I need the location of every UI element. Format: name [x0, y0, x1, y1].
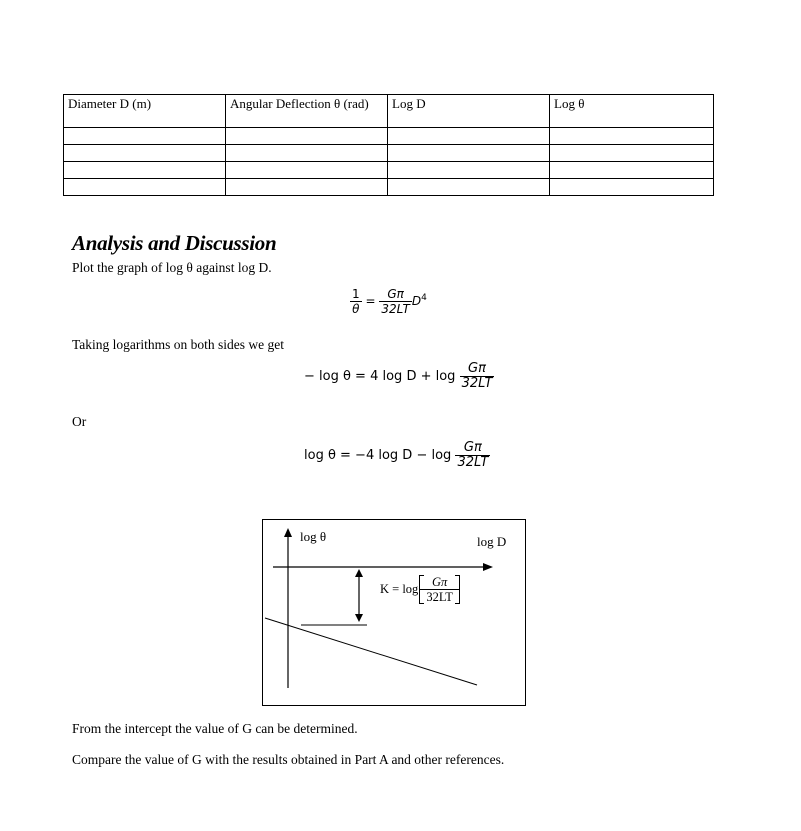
table-cell[interactable] [226, 145, 388, 162]
log-plot-figure [262, 519, 526, 706]
table-cell[interactable] [226, 128, 388, 145]
table-cell[interactable] [64, 162, 226, 179]
table-cell[interactable] [550, 128, 714, 145]
eq2-num: Gπ [460, 362, 495, 377]
header-log-theta: Log θ [550, 95, 714, 128]
equation-1 [350, 287, 427, 316]
k-expression [380, 575, 459, 604]
k-arrow-up [355, 569, 363, 577]
table-cell[interactable] [64, 179, 226, 196]
table-cell[interactable] [550, 179, 714, 196]
k-num: Gπ [420, 575, 459, 590]
k-arrow-down [355, 614, 363, 622]
equation-2 [304, 362, 494, 391]
table-cell[interactable] [388, 145, 550, 162]
table-cell[interactable] [64, 128, 226, 145]
eq1-left-den: θ [352, 302, 360, 316]
y-axis-label: log θ [300, 529, 327, 544]
eq1-tail: D [411, 294, 422, 308]
eq2-fraction [460, 362, 495, 391]
table-cell[interactable] [64, 145, 226, 162]
slope-line [265, 618, 477, 685]
eq2-lhs: − log θ = 4 log D + log [304, 369, 456, 384]
table-cell[interactable] [226, 179, 388, 196]
eq1-right-den: 32LT [381, 302, 410, 316]
header-diameter: Diameter D (m) [64, 95, 226, 128]
or-text: Or [72, 414, 87, 429]
x-axis-label: log D [477, 534, 507, 549]
eq3-lhs: log θ = −4 log D − log [304, 448, 452, 463]
table-row [64, 179, 714, 196]
table-cell[interactable] [550, 162, 714, 179]
k-prefix: K = log [380, 582, 419, 596]
x-axis-arrow [483, 563, 493, 571]
table-header-row [64, 95, 714, 128]
eq1-right-fraction [379, 287, 411, 316]
intercept-text: From the intercept the value of G can be determined. [72, 721, 358, 736]
table-cell[interactable] [388, 128, 550, 145]
eq1-left-num: 1 [352, 287, 360, 301]
section-heading: Analysis and Discussion [72, 231, 277, 255]
logarithm-text: Taking logarithms on both sides we get [72, 337, 285, 352]
header-angular-deflection: Angular Deflection θ (rad) [226, 95, 388, 128]
data-table [63, 94, 714, 196]
header-log-d: Log D [388, 95, 550, 128]
table-cell[interactable] [550, 145, 714, 162]
y-axis-arrow [284, 528, 292, 537]
k-fraction [420, 575, 459, 604]
k-bracket [420, 575, 459, 604]
eq1-left-fraction [350, 287, 362, 316]
table-cell[interactable] [226, 162, 388, 179]
equation-3 [304, 441, 490, 470]
eq1-equals: = [365, 294, 376, 308]
eq3-num: Gπ [455, 441, 490, 456]
eq3-den: 32LT [457, 455, 489, 470]
table-cell[interactable] [388, 162, 550, 179]
compare-text: Compare the value of G with the results obtained in Part A and other references. [72, 752, 505, 767]
eq3-fraction [455, 441, 490, 470]
intro-text: Plot the graph of log θ against log D. [72, 260, 272, 275]
k-den: 32LT [426, 590, 453, 604]
table-cell[interactable] [388, 179, 550, 196]
table-row [64, 128, 714, 145]
eq1-power: 4 [421, 293, 427, 303]
table-row [64, 162, 714, 179]
table-row [64, 145, 714, 162]
eq2-den: 32LT [461, 376, 493, 391]
eq1-right-num: Gπ [379, 287, 411, 302]
